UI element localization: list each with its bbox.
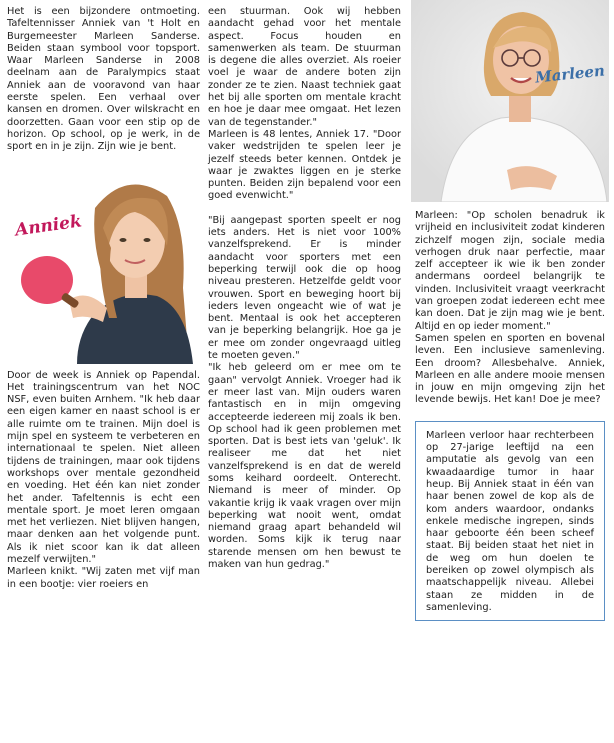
intro-paragraph: Het is een bijzondere ontmoeting. Tafeltennisser Anniek van 't Holt en Burgemeester Marleen Sanderse. Beiden staan symbool voor topsport. Waar Marleen Sanderse in 2008 deelnam aan de Paralympics staat Anniek aan de vooravond van haar eerste spelen. Een verhaal over kansen en dromen. Over wilskracht en doorzetten. Gaan voor een stip op de horizon. Op school, op je werk, in de sport en in je zijn. Zijn wie je bent. — [7, 6, 200, 153]
marleen-photo — [411, 0, 609, 202]
geleerd-paragraph: "Ik heb geleerd om er mee om te gaan" vervolgt Anniek. Vroeger had ik er meer last van. Mijn ouders waren fantastisch en in mijn omgeving accepteerde iedereen mij zoals ik ben. Op school had ik geen problemen met sporten. Dat is best iets van 'geluk'. Ik realiseer me dat het niet vanzelfsprekend is en dat de wereld soms keihard oordeelt. Onterecht. Niemand is meer of minder. Op vakantie krijg ik vaak vragen over mijn beperking wat nooit went, omdat niemand graag apart behandeld wil worden. Soms kijk ik terug naar starende mensen om hen bewust te maken van hun gedrag." — [208, 362, 401, 571]
info-box — [415, 421, 605, 621]
marleen-knikt-paragraph: Marleen knikt. "Wij zaten met vijf man in een bootje: vier roeiers en — [7, 566, 200, 590]
lentes-paragraph: Marleen is 48 lentes, Anniek 17. "Door vaker wedstrijden te spelen leer je jezelf steeds beter kennen. Ontdek je waar je zwaktes liggen en je sterke punten. Beiden zijn bepalend voor een goed evenwicht." — [208, 128, 401, 202]
article-column-1 — [7, 6, 200, 591]
scholen-paragraph: Marleen: "Op scholen benadruk ik vrijheid en inclusiviteit zodat kinderen zichzelf mogen zijn, sociale media verhogen druk naar perfectie, maar zelf accepteer ik wie ik ben zonder andermans oordeel belangrijk te vinden. Inclusiviteit vraagt veerkracht van groepen zodat iedereen echt mee kan doen. Dat je zijn mag wie je bent. Altijd en op ieder moment." — [415, 210, 605, 332]
marleen-name-label: Marleen — [534, 61, 606, 87]
aangepast-sporten-paragraph: "Bij aangepast sporten speelt er nog iets anders. Het is niet voor 100% vanzelfsprekend. Er is minder aandacht voor sporters met een beperking terwijl ook die op hoog niveau presteren. Hetzelfde geldt voor vrouwen. Sport en beweging hoort bij ieders leven ongeacht wie of wat je bent. Mentaal is ook het accepteren van je beperking belangrijk. Hoe ga je er mee om zonder ongevraagd uitleg te moeten geven." — [208, 214, 401, 362]
stuurman-paragraph: een stuurman. Ook wij hebben aandacht gehad voor het mentale aspect. Focus houden en samenwerken als team. De stuurman is degene die alles overziet. Als roeier voel je waar de andere boten zijn zonder ze te zien. Naast techniek gaat het bij alle sporten om mentale kracht en hoe je daar mee omgaat. Het lezen van de tegenstander." — [208, 6, 401, 128]
article-column-2 — [208, 6, 401, 571]
papendal-paragraph: Door de week is Anniek op Papendal. Het trainingscentrum van het NOC NSF, even buiten Arnhem. "Ik heb daar een eigen kamer en naast school is er alle ruimte om te trainen. Mijn doel is mijn spel en systeem te verbeteren en internationaal te spelen. Niet alleen tijdens de trainingen, maar ook tijdens workshops over mentale gezondheid en voeding. Het één kan niet zonder het ander. Tafeltennis is echt een mentale sport. Je moet leren omgaan met het verliezen. Niet blijven hangen, maar denken aan het volgende punt. Als ik niet scoor kan ik dat alleen mezelf verwijten." — [7, 369, 200, 566]
info-box-text: Marleen verloor haar rechterbeen op 27-jarige leeftijd na een amputatie als gevolg van een kwaadaardige tumor in haar heup. Bij Anniek staat in één van haar benen zowel de kop als de kom anders waardoor, ondanks enkele medische ingrepen, sinds haar geboorte één been scheef staat. Bij beiden staat het niet in de weg om hun doelen te bereiken op zowel olympisch als maatschappelijk niveau. Allebei staan ze midden in de samenleving. — [426, 429, 594, 613]
anniek-name-label: Anniek — [13, 211, 84, 241]
article-column-3 — [415, 0, 605, 621]
samen-spelen-paragraph: Samen spelen en sporten en bovenal leven. Een inclusieve samenleving. Een droom? Allesbehalve. Anniek, Marleen en alle andere mooie mensen in jouw en mijn omgeving zijn het levende bewijs. Het kan! Doe je mee? — [415, 332, 605, 406]
anniek-illustration — [7, 168, 200, 364]
anniek-photo — [7, 168, 200, 364]
marleen-illustration — [411, 0, 609, 202]
